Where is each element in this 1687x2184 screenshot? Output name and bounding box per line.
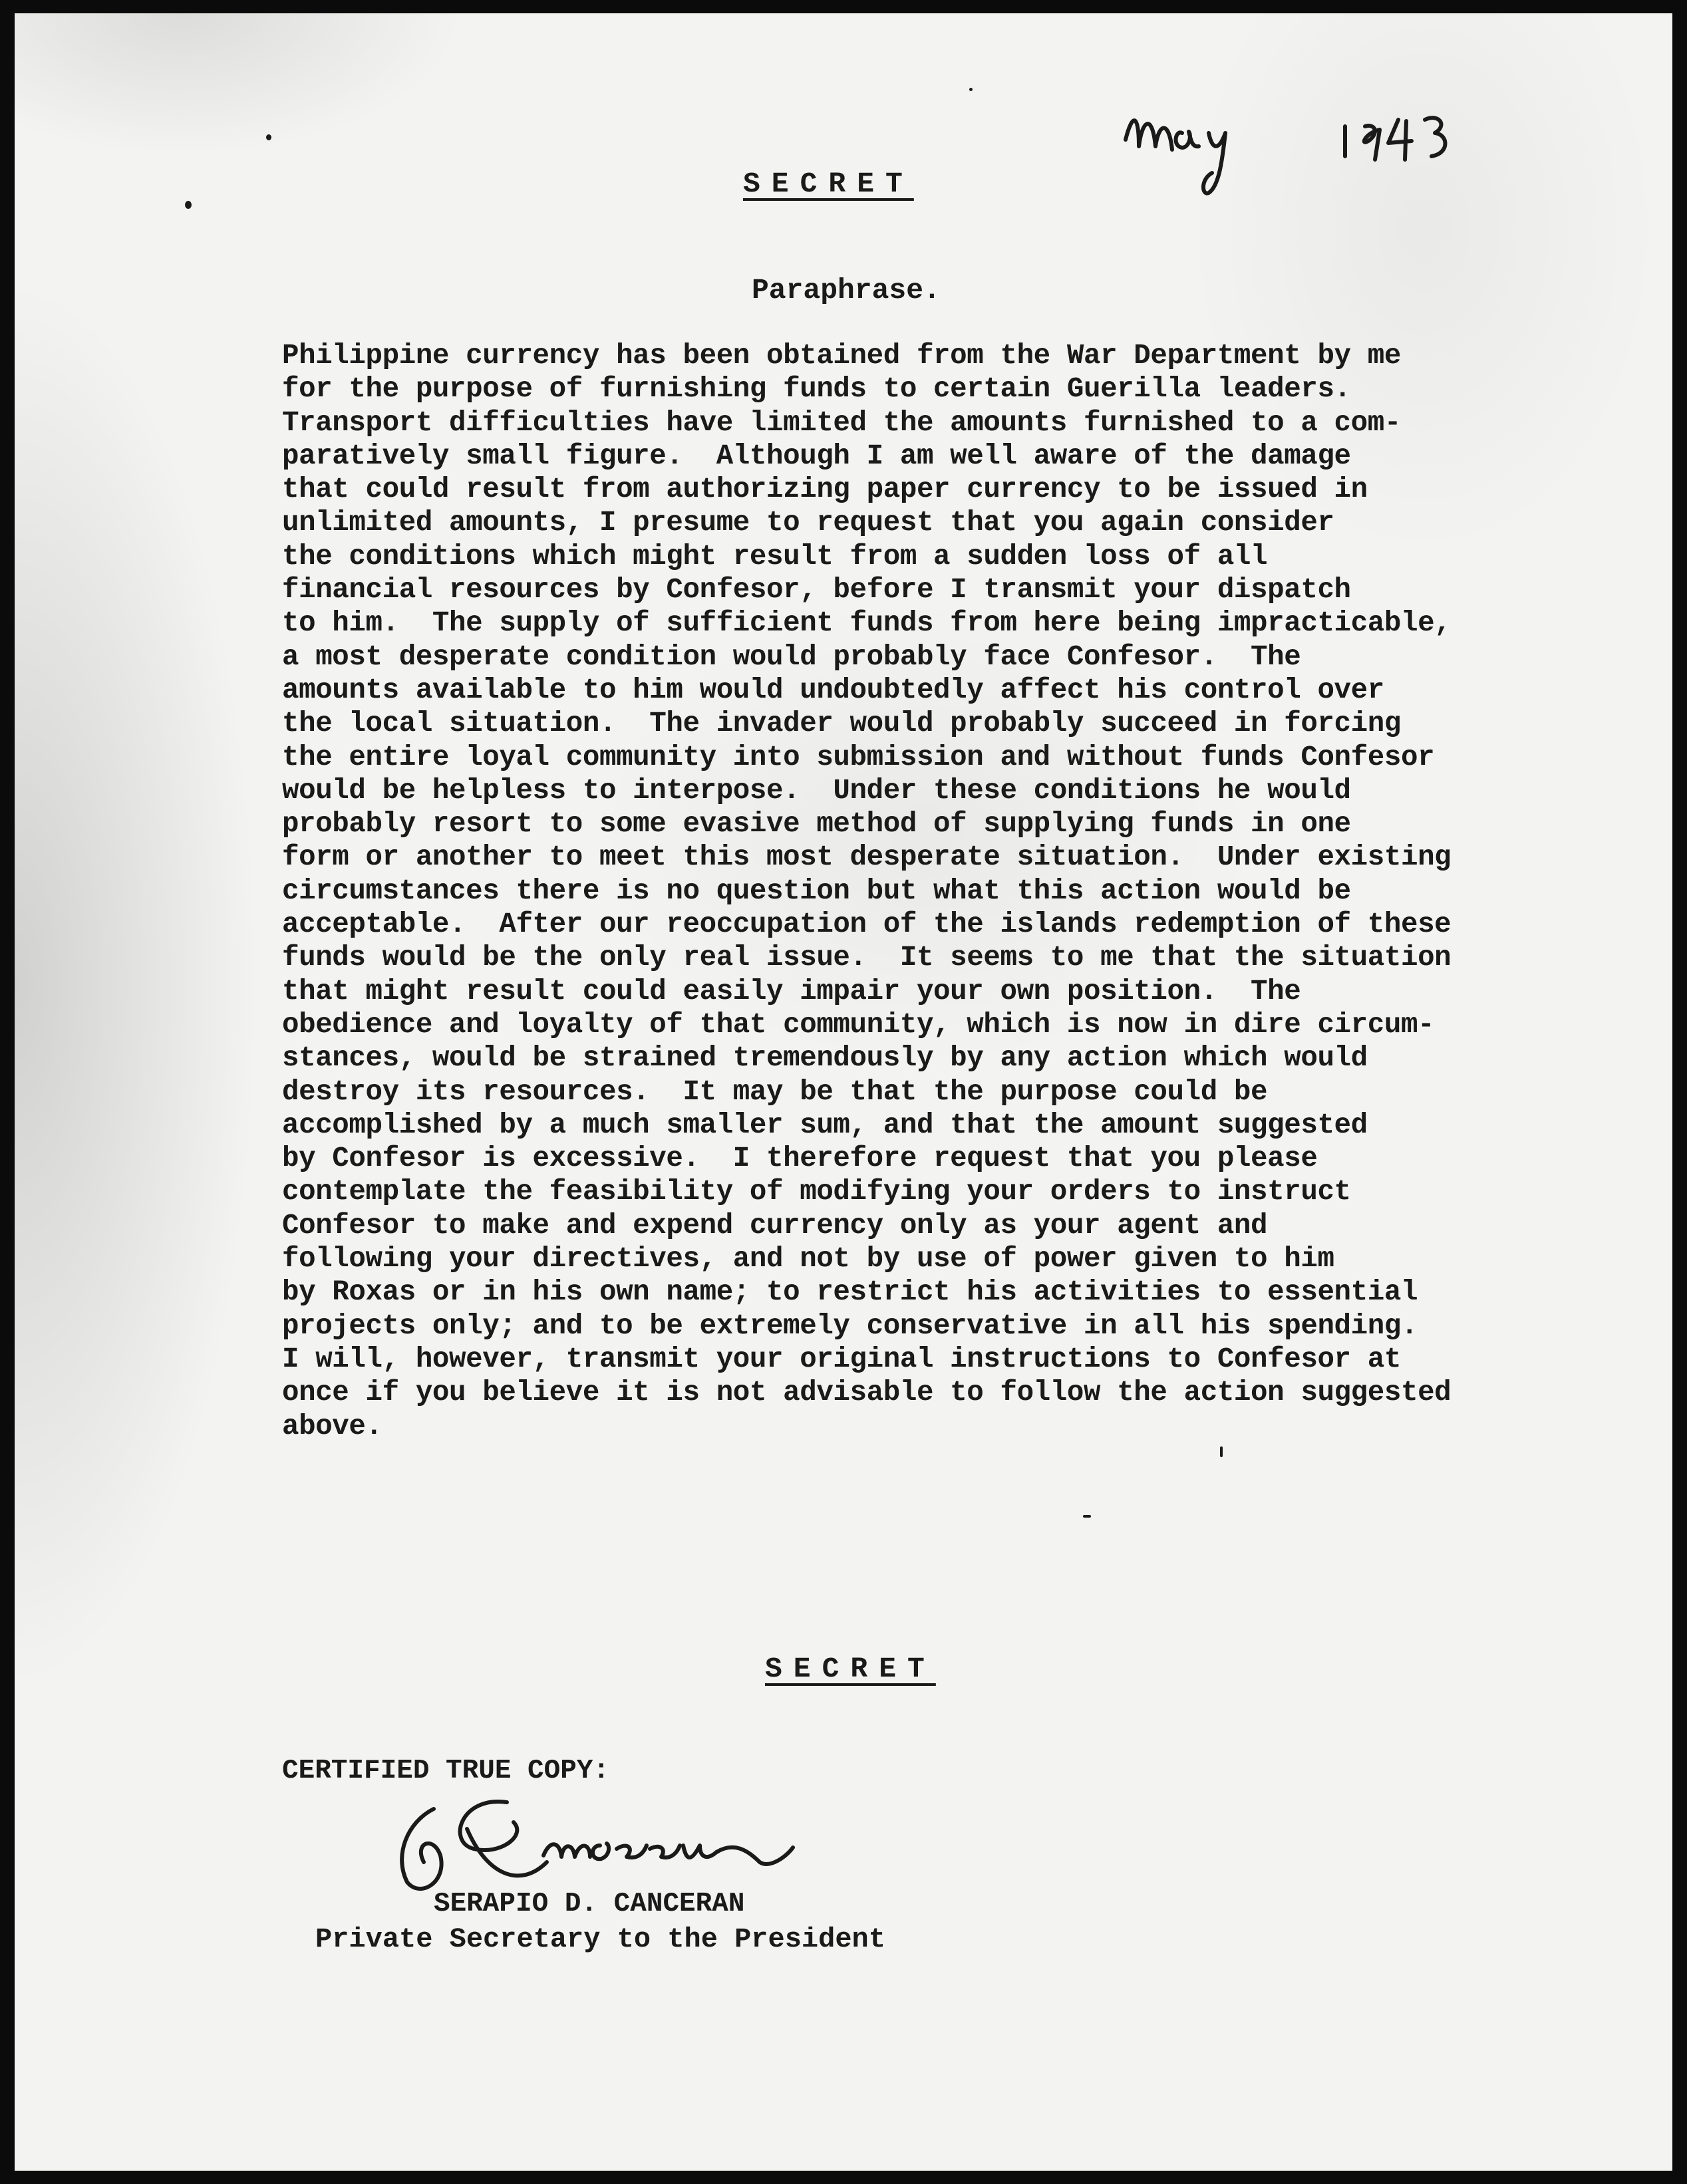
body-line: by Roxas or in his own name; to restrict his activities to essential xyxy=(282,1276,1418,1309)
body-line: form or another to meet this most desperate situation. Under existing xyxy=(282,841,1452,874)
body-line: for the purpose of furnishing funds to certain Guerilla leaders. xyxy=(282,373,1351,406)
body-line: stances, would be strained tremendously by any action which would xyxy=(282,1042,1368,1075)
body-line: financial resources by Confesor, before I transmit your dispatch xyxy=(282,574,1351,607)
handwritten-date xyxy=(1119,100,1465,206)
body-line: the conditions which might result from a sudden loss of all xyxy=(282,540,1268,573)
scan-speck xyxy=(1220,1446,1223,1457)
body-line: once if you believe it is not advisable to follow the action suggested xyxy=(282,1377,1452,1409)
body-line: probably resort to some evasive method of supplying funds in one xyxy=(282,808,1351,841)
scan-speck xyxy=(185,201,192,209)
body-line: Confesor to make and expend currency only as your agent and xyxy=(282,1209,1268,1242)
body-line: acceptable. After our reoccupation of the islands redemption of these xyxy=(282,908,1452,941)
body-line: accomplished by a much smaller sum, and that the amount suggested xyxy=(282,1109,1368,1141)
body-line: a most desperate condition would probably face Confesor. The xyxy=(282,640,1301,673)
body-line: projects only; and to be extremely conservative in all his spending. xyxy=(282,1309,1418,1342)
body-line: would be helpless to interpose. Under these conditions he would xyxy=(282,774,1351,807)
body-line: I will, however, transmit your original instructions to Confesor at xyxy=(282,1343,1401,1375)
body-line: that might result could easily impair your own position. The xyxy=(282,975,1301,1008)
scan-speck xyxy=(1083,1515,1091,1518)
scan-speck xyxy=(969,88,973,91)
body-line: funds would be the only real issue. It seems to me that the situation xyxy=(282,942,1452,974)
body-line: amounts available to him would undoubtedly affect his control over xyxy=(282,674,1384,706)
classification-footer: SECRET xyxy=(765,1653,936,1685)
body-line: the entire loyal community into submission and without funds Confesor xyxy=(282,741,1435,773)
document-page xyxy=(15,13,1672,2171)
body-line: by Confesor is excessive. I therefore request that you please xyxy=(282,1143,1318,1175)
scan-speck xyxy=(266,134,271,140)
body-line: unlimited amounts, I presume to request that you again consider xyxy=(282,507,1334,539)
body-line: Philippine currency has been obtained from the War Department by me xyxy=(282,340,1401,372)
document-title: Paraphrase. xyxy=(752,274,941,307)
classification-header: SECRET xyxy=(743,168,914,200)
body-line: obedience and loyalty of that community, which is now in dire circum- xyxy=(282,1008,1435,1041)
body-text xyxy=(282,339,1451,1443)
signatory-name: SERAPIO D. CANCERAN xyxy=(434,1889,745,1919)
certification-label: CERTIFIED TRUE COPY: xyxy=(282,1756,610,1786)
body-line: contemplate the feasibility of modifying your orders to instruct xyxy=(282,1176,1351,1208)
body-line: to him. The supply of sufficient funds from here being impracticable, xyxy=(282,607,1452,640)
body-line: destroy its resources. It may be that the purpose could be xyxy=(282,1075,1268,1108)
body-line: following your directives, and not by use of power given to him xyxy=(282,1243,1334,1276)
body-line: the local situation. The invader would probably succeed in forcing xyxy=(282,708,1401,740)
signatory-title: Private Secretary to the President xyxy=(315,1923,885,1955)
body-line: that could result from authorizing paper currency to be issued in xyxy=(282,474,1368,506)
body-line: paratively small figure. Although I am well aware of the damage xyxy=(282,440,1351,472)
body-line: circumstances there is no question but what this action would be xyxy=(282,875,1351,907)
body-line: Transport difficulties have limited the amounts furnished to a com- xyxy=(282,406,1401,439)
body-line: above. xyxy=(282,1410,383,1442)
